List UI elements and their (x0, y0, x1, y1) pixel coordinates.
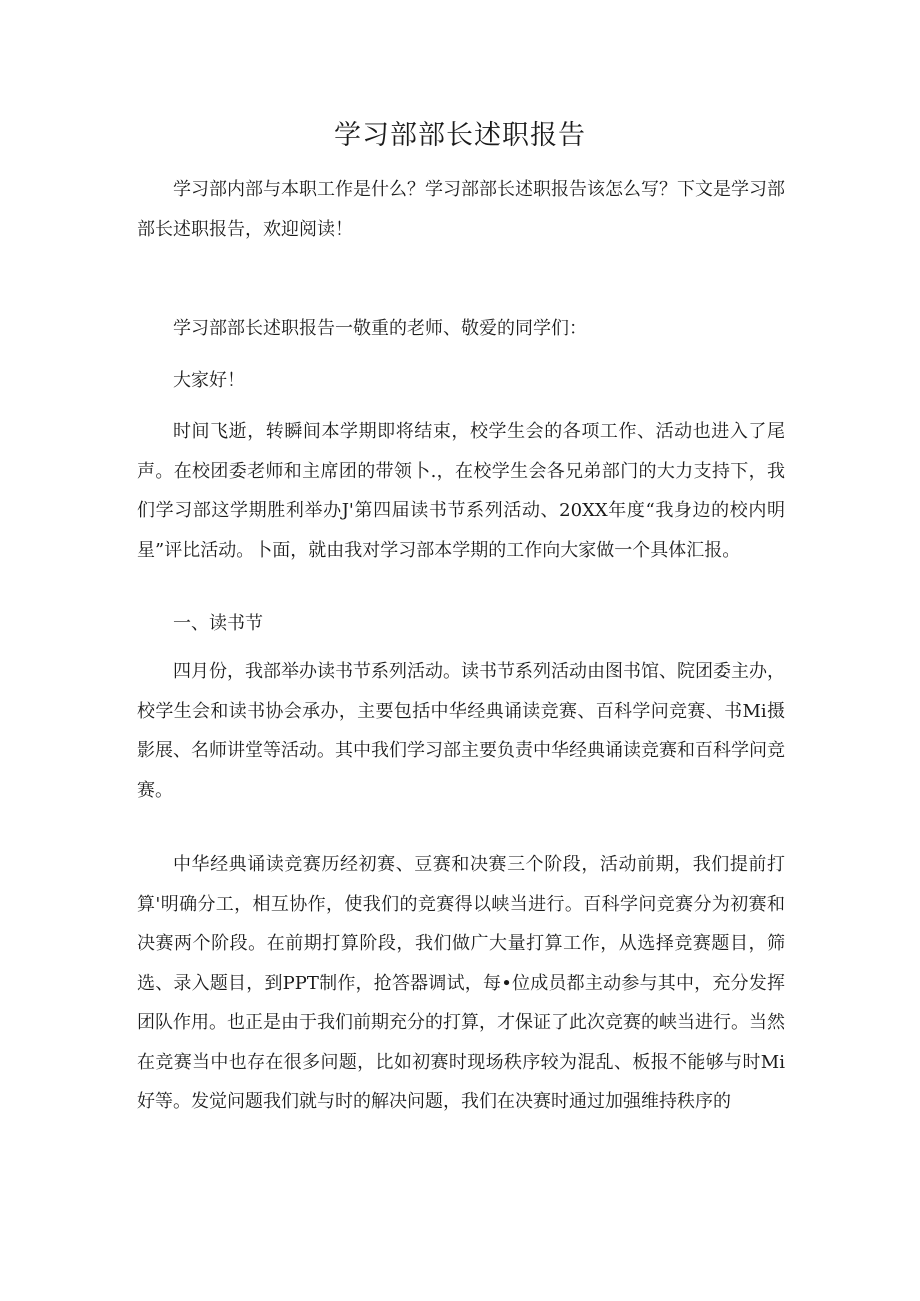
document-title: 学习部部长述职报告 (334, 120, 586, 151)
body-paragraph-2: 四月份，我部举办读书节系列活动。读书节系列活动由图书馆、院团委主办，校学生会和读书协会承办，主要包括中华经典诵读竞赛、百科学问竞赛、书Mi摄影展、名师讲堂等活动。其中我们学习部主要负责中华经典诵读竞赛和百科学问竞赛。 (137, 661, 785, 801)
section-heading-reading-festival: 一、读书节 (173, 613, 263, 634)
body-paragraph-1: 时间飞逝，转瞬间本学期即将结束，校学生会的各项工作、活动也进入了尾声。在校团委老师和主席团的带领卜.，在校学生会各兄弟部门的大力支持下，我们学习部这学期胜利举办J'第四届读书节系列活动、20XX年度“我身边的校内明星”评比活动。卜面，就由我对学习部本学期的工作向大家做一个具体汇报。 (137, 421, 785, 561)
body-paragraph-3: 中华经典诵读竞赛历经初赛、豆赛和决赛三个阶段，活动前期，我们提前打算'明确分工，相互协作，使我们的竞赛得以峡当进行。百科学问竞赛分为初赛和决赛两个阶段。在前期打算阶段，我们做广大量打算工作，从选择竞赛题目，筛选、录入题目，到PPT制作，抢答器调试，每•位成员都主动参与其中，充分发挥团队作用。也正是由于我们前期充分的打算，才保证了此次竞赛的峡当进行。当然在竞赛当中也存在很多问题，比如初赛时现场秩序较为混乱、板报不能够与时Mi好等。发觉问题我们就与时的解决问题，我们在决赛时通过加强维持秩序的 (137, 854, 785, 1112)
intro-paragraph: 学习部内部与本职工作是什么？学习部部长述职报告该怎么写？下文是学习部部长述职报告，欢迎阅读！ (137, 179, 785, 240)
salutation-line: 学习部部长述职报告一敬重的老师、敬爱的同学们： (173, 318, 587, 339)
greeting-line: 大家好！ (173, 370, 245, 391)
